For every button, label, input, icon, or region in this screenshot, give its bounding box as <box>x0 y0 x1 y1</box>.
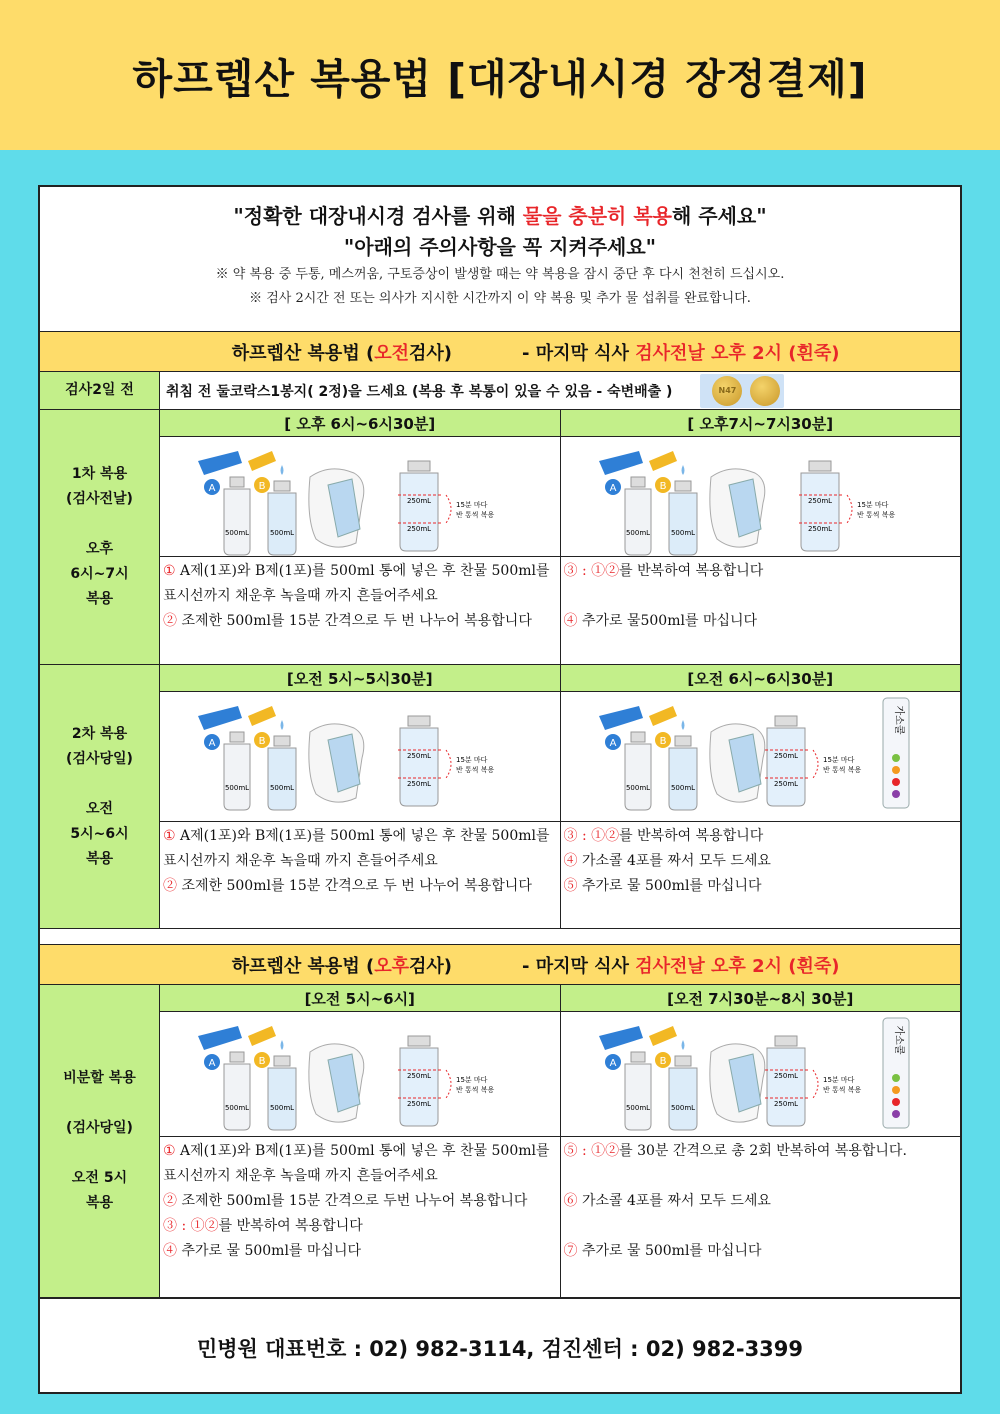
step-number: ① <box>163 563 176 579</box>
shaking-hands-icon <box>309 1044 364 1122</box>
dose-bottle-icon <box>398 461 494 551</box>
dose-bottle-icon <box>799 461 895 551</box>
step-number: ⑤ <box>563 878 578 894</box>
time-range: [ 오후7시~7시30분] <box>561 410 961 437</box>
svg-text:250mL: 250mL <box>807 525 832 533</box>
step-text: A제(1포)와 B제(1포)를 500ml 통에 넣은 후 찬물 500ml를 표시선까지 채운후 녹을때 까지 흔들어주세요 <box>163 563 550 604</box>
header-banner <box>0 0 1000 150</box>
step-text: 가소콜 4포를 짜서 모두 드세요 <box>577 853 771 869</box>
step-text: A제(1포)와 B제(1포)를 500ml 통에 넣은 후 찬물 500ml를 표시선까지 채운후 녹을때 까지 흔들어주세요 <box>163 1143 550 1184</box>
label-line: (검사당일) <box>66 750 133 767</box>
pill-image <box>700 374 784 408</box>
step-number: ④ <box>563 613 578 629</box>
label-line: 1차 복용 <box>71 466 128 482</box>
water-bottle-icon <box>268 465 296 555</box>
bottle-icon <box>625 1052 651 1130</box>
illustration <box>160 1012 560 1137</box>
water-bottle-icon <box>669 465 697 555</box>
first-dose-col-a <box>160 410 560 664</box>
instruction-line <box>163 874 557 899</box>
svg-text:250mL: 250mL <box>406 1100 432 1108</box>
water-bottle-icon <box>268 1040 296 1130</box>
instruction-text <box>561 1137 961 1297</box>
water-bottle-icon <box>669 720 697 810</box>
svg-text:250mL: 250mL <box>773 780 798 788</box>
pm-dose-col-a <box>160 985 560 1297</box>
sachet-a-icon <box>198 451 242 495</box>
first-dose-label-lines <box>66 462 133 612</box>
am-heading-a: 하프렙산 복용법 ( <box>231 342 375 364</box>
notice-line-1-b: 해 주세요" <box>671 204 767 228</box>
pill-icon <box>712 376 742 406</box>
pm-dose-col-b <box>560 985 961 1297</box>
gasocol-package-icon <box>883 1018 909 1128</box>
label-line: 복용 <box>85 1195 114 1211</box>
day2-label: 검사2일 전 <box>40 372 160 409</box>
sachet-b-icon <box>649 706 677 748</box>
step-number: ② <box>163 878 177 894</box>
illustration <box>561 692 961 822</box>
svg-text:500mL: 500mL <box>625 784 650 792</box>
svg-text:250mL: 250mL <box>773 1100 798 1108</box>
time-range: [ 오후 6시~6시30분] <box>160 410 560 437</box>
instruction-line <box>163 609 557 634</box>
svg-text:반 통씩 복용: 반 통씩 복용 <box>822 766 861 774</box>
step-number: ④ <box>163 1243 177 1259</box>
instruction-line <box>564 849 958 874</box>
footer-contact: 민병원 대표번호 : 02) 982-3114, 검진센터 : 02) 982-3399 <box>40 1298 960 1397</box>
instruction-text <box>160 1137 560 1297</box>
step-number: ③ : ①② <box>163 1218 219 1234</box>
step-text: A제(1포)와 B제(1포)를 500ml 통에 넣은 후 찬물 500ml를 표시선까지 채운후 녹을때 까지 흔들어주세요 <box>163 828 550 869</box>
instruction-line <box>564 1214 958 1239</box>
first-dose-block <box>40 410 960 665</box>
bottle-icon <box>224 732 250 810</box>
svg-text:500mL: 500mL <box>224 529 250 537</box>
sachet-b-icon <box>649 451 677 493</box>
svg-text:B: B <box>659 481 666 492</box>
svg-text:A: A <box>208 1058 216 1069</box>
pill-imprint: N47 <box>718 386 737 395</box>
am-heading <box>40 339 452 365</box>
instruction-line <box>163 1214 557 1239</box>
pm-heading-red: 오후 <box>374 955 409 977</box>
shaking-hands-icon <box>309 724 364 802</box>
pm-meal-red: 검사전날 오후 2시 (흰죽) <box>635 955 840 977</box>
time-range: [오전 5시~6시] <box>160 985 560 1012</box>
label-line: (검사전날) <box>66 491 133 507</box>
notice-line-1-a: "정확한 대장내시경 검사를 위해 <box>233 204 523 228</box>
second-dose-col-b <box>560 665 961 928</box>
svg-text:15분 마다: 15분 마다 <box>456 756 488 764</box>
svg-text:500mL: 500mL <box>224 1104 250 1112</box>
instruction-line <box>163 1239 557 1264</box>
second-dose-label-lines <box>66 722 133 872</box>
pm-heading-a: 하프렙산 복용법 ( <box>231 955 375 977</box>
svg-text:500mL: 500mL <box>625 1104 650 1112</box>
sachet-a-icon <box>198 1026 242 1070</box>
notice-line-1 <box>40 201 960 232</box>
step-text: 가소콜 4포를 짜서 모두 드세요 <box>577 1193 771 1209</box>
svg-text:250mL: 250mL <box>406 497 432 505</box>
step-number: ③ : ①② <box>563 828 620 844</box>
svg-text:500mL: 500mL <box>670 784 695 792</box>
sachet-b-icon <box>248 1026 276 1068</box>
gasocol-package-icon <box>883 698 909 808</box>
step-text: 추가로 물500ml를 마십니다 <box>577 613 758 629</box>
step-text: 를 반복하여 복용합니다 <box>619 828 764 844</box>
svg-text:15분 마다: 15분 마다 <box>822 756 854 764</box>
label-line <box>66 772 133 797</box>
svg-text:A: A <box>609 738 616 749</box>
label-line: 6시~7시 <box>70 566 129 582</box>
svg-text:500mL: 500mL <box>224 784 250 792</box>
second-dose-block <box>40 665 960 929</box>
label-line: 비분할 복용 <box>63 1070 136 1086</box>
time-range: [오전 5시~5시30분] <box>160 665 560 692</box>
svg-text:250mL: 250mL <box>807 497 832 505</box>
first-dose-label <box>40 410 160 664</box>
step-text: 를 반복하여 복용합니다 <box>218 1218 363 1234</box>
step-number: ⑦ <box>563 1243 578 1259</box>
shaking-hands-icon <box>709 469 764 547</box>
instruction-card <box>38 185 962 1394</box>
svg-text:500mL: 500mL <box>670 1104 695 1112</box>
svg-text:250mL: 250mL <box>406 1072 432 1080</box>
step-text: 를 반복하여 복용합니다 <box>619 563 764 579</box>
am-heading-red: 오전 <box>374 342 409 364</box>
step-text: 추가로 물 500ml를 마십니다 <box>177 1243 361 1259</box>
sachet-b-icon <box>649 1026 677 1068</box>
step-text: 조제한 500ml를 15분 간격으로 두 번 나누어 복용합니다 <box>177 878 532 894</box>
water-bottle-icon <box>669 1040 697 1130</box>
shaking-hands-icon <box>309 469 364 547</box>
time-range: [오전 7시30분~8시 30분] <box>561 985 961 1012</box>
svg-text:15분 마다: 15분 마다 <box>822 1076 854 1084</box>
notice-line-2: "아래의 주의사항을 꼭 지켜주세요" <box>343 235 657 259</box>
first-dose-col-b <box>560 410 961 664</box>
label-line: (검사당일) <box>66 1120 133 1136</box>
notice-box <box>40 187 960 332</box>
sachet-a-icon <box>599 1026 643 1070</box>
pm-dose-block <box>40 985 960 1298</box>
step-text: 조제한 500ml를 15분 간격으로 두 번 나누어 복용합니다 <box>177 613 532 629</box>
instruction-text <box>160 557 560 664</box>
svg-text:B: B <box>258 736 266 747</box>
step-text: 조제한 500ml를 15분 간격으로 두번 나누어 복용합니다 <box>177 1193 528 1209</box>
notice-note-2: ※ 검사 2시간 전 또는 의사가 지시한 시간까지 이 약 복용 및 추가 물 섭취를 완료합니다. <box>249 291 751 306</box>
day2-text <box>160 372 960 409</box>
am-meal-red: 검사전날 오후 2시 (흰죽) <box>635 342 840 364</box>
label-line: 오전 <box>85 800 114 817</box>
svg-text:500mL: 500mL <box>269 1104 295 1112</box>
step-text: 를 30분 간격으로 총 2회 반복하여 복용합니다. <box>619 1143 907 1159</box>
illustration <box>561 437 961 557</box>
page-title: 하프렙산 복용법 [대장내시경 장정결제] <box>132 54 868 103</box>
illustration <box>160 692 560 822</box>
sachet-a-icon <box>198 706 242 750</box>
shaking-hands-icon <box>709 1044 764 1122</box>
svg-text:15분 마다: 15분 마다 <box>856 501 888 509</box>
instruction-line <box>564 1189 958 1214</box>
svg-text:반 통씩 복용: 반 통씩 복용 <box>456 511 495 519</box>
step-text: 추가로 물 500ml를 마십니다 <box>577 878 762 894</box>
pm-dose-label <box>40 985 160 1297</box>
dose-bottle-icon <box>765 716 861 806</box>
svg-text:A: A <box>208 483 216 494</box>
svg-text:250mL: 250mL <box>406 780 432 788</box>
bottle-icon <box>224 1052 250 1130</box>
svg-text:B: B <box>258 481 266 492</box>
shaking-hands-icon <box>709 724 764 802</box>
am-section-header <box>40 332 960 372</box>
svg-text:B: B <box>659 1056 666 1067</box>
instruction-line <box>564 1164 958 1189</box>
instruction-line <box>163 1139 557 1189</box>
bottle-icon <box>625 477 651 555</box>
label-line: 오전 5시 <box>71 1170 128 1186</box>
svg-text:반 통씩 복용: 반 통씩 복용 <box>456 766 495 774</box>
second-dose-col-a <box>160 665 560 928</box>
pm-dose-label-lines <box>63 1066 136 1216</box>
svg-text:반 통씩 복용: 반 통씩 복용 <box>456 1086 495 1094</box>
label-line: 5시~6시 <box>70 825 129 842</box>
section-gap <box>40 929 960 945</box>
step-number: ② <box>163 613 177 629</box>
svg-text:A: A <box>208 738 216 749</box>
illustration <box>160 437 560 557</box>
sachet-a-icon <box>599 451 643 495</box>
dose-bottle-icon <box>398 1036 494 1126</box>
instruction-line <box>163 824 557 874</box>
svg-text:가소콜: 가소콜 <box>892 1025 904 1055</box>
label-line: 복용 <box>85 591 114 607</box>
step-number: ④ <box>563 853 578 869</box>
svg-text:B: B <box>258 1056 266 1067</box>
day2-row <box>40 372 960 410</box>
instruction-line <box>564 559 958 584</box>
instruction-text <box>160 822 560 928</box>
instruction-line <box>564 1239 958 1264</box>
svg-text:500mL: 500mL <box>670 529 695 537</box>
step-number: ③ : ①② <box>563 563 620 579</box>
instruction-line <box>163 559 557 609</box>
svg-text:15분 마다: 15분 마다 <box>456 1076 488 1084</box>
svg-text:250mL: 250mL <box>773 752 798 760</box>
svg-text:B: B <box>659 736 666 747</box>
step-number: ① <box>163 828 176 844</box>
pm-heading-b: 검사) <box>408 955 452 977</box>
dose-bottle-icon <box>398 716 494 806</box>
svg-text:250mL: 250mL <box>406 752 432 760</box>
am-meal-a: - 마지막 식사 <box>522 342 636 364</box>
label-line <box>66 512 133 537</box>
pm-last-meal <box>452 952 960 978</box>
svg-text:500mL: 500mL <box>625 529 650 537</box>
label-line <box>63 1141 136 1166</box>
notice-note-1: ※ 약 복용 중 두통, 메스꺼움, 구토증상이 발생할 때는 약 복용을 잠시 중단 후 다시 천천히 드십시오. <box>215 267 785 282</box>
instruction-text <box>561 557 961 664</box>
label-line: 2차 복용 <box>71 725 128 742</box>
water-bottle-icon <box>268 720 296 810</box>
label-line: 복용 <box>85 850 114 867</box>
instruction-text <box>561 822 961 928</box>
svg-text:반 통씩 복용: 반 통씩 복용 <box>856 511 895 519</box>
instruction-line <box>163 1189 557 1214</box>
step-text: 추가로 물 500ml를 마십니다 <box>577 1243 762 1259</box>
pm-heading <box>40 952 452 978</box>
sachet-a-icon <box>599 706 643 750</box>
pm-meal-a: - 마지막 식사 <box>522 955 636 977</box>
instruction-line <box>564 609 958 634</box>
day2-instruction: 취침 전 둘코락스1봉지( 2정)을 드세요 (복용 후 복통이 있을 수 있음 - 숙변배출 ) <box>166 383 673 400</box>
bottle-icon <box>625 732 651 810</box>
dose-bottle-icon <box>765 1036 861 1126</box>
instruction-line <box>564 1139 958 1164</box>
label-line: 오후 <box>85 541 114 557</box>
second-dose-label <box>40 665 160 928</box>
bottle-icon <box>224 477 250 555</box>
instruction-line <box>564 874 958 899</box>
illustration <box>561 1012 961 1137</box>
step-number: ⑤ : ①② <box>563 1143 620 1159</box>
step-number: ② <box>163 1193 177 1209</box>
am-heading-b: 검사) <box>408 342 452 364</box>
svg-text:15분 마다: 15분 마다 <box>456 501 488 509</box>
time-range: [오전 6시~6시30분] <box>561 665 961 692</box>
instruction-line <box>564 584 958 609</box>
pm-section-header <box>40 945 960 985</box>
step-number: ① <box>163 1143 176 1159</box>
step-number: ⑥ <box>563 1193 578 1209</box>
sachet-b-icon <box>248 706 276 748</box>
am-last-meal <box>452 339 960 365</box>
svg-text:A: A <box>609 1058 616 1069</box>
notice-line-1-red: 물을 충분히 복용 <box>522 204 672 228</box>
svg-text:가소콜: 가소콜 <box>892 705 904 735</box>
svg-text:250mL: 250mL <box>773 1072 798 1080</box>
svg-text:500mL: 500mL <box>269 529 295 537</box>
sachet-b-icon <box>248 451 276 493</box>
svg-text:500mL: 500mL <box>269 784 295 792</box>
svg-text:A: A <box>609 483 616 494</box>
svg-text:반 통씩 복용: 반 통씩 복용 <box>822 1086 861 1094</box>
pill-icon <box>750 376 780 406</box>
label-line <box>63 1091 136 1116</box>
svg-text:250mL: 250mL <box>406 525 432 533</box>
instruction-line <box>564 824 958 849</box>
